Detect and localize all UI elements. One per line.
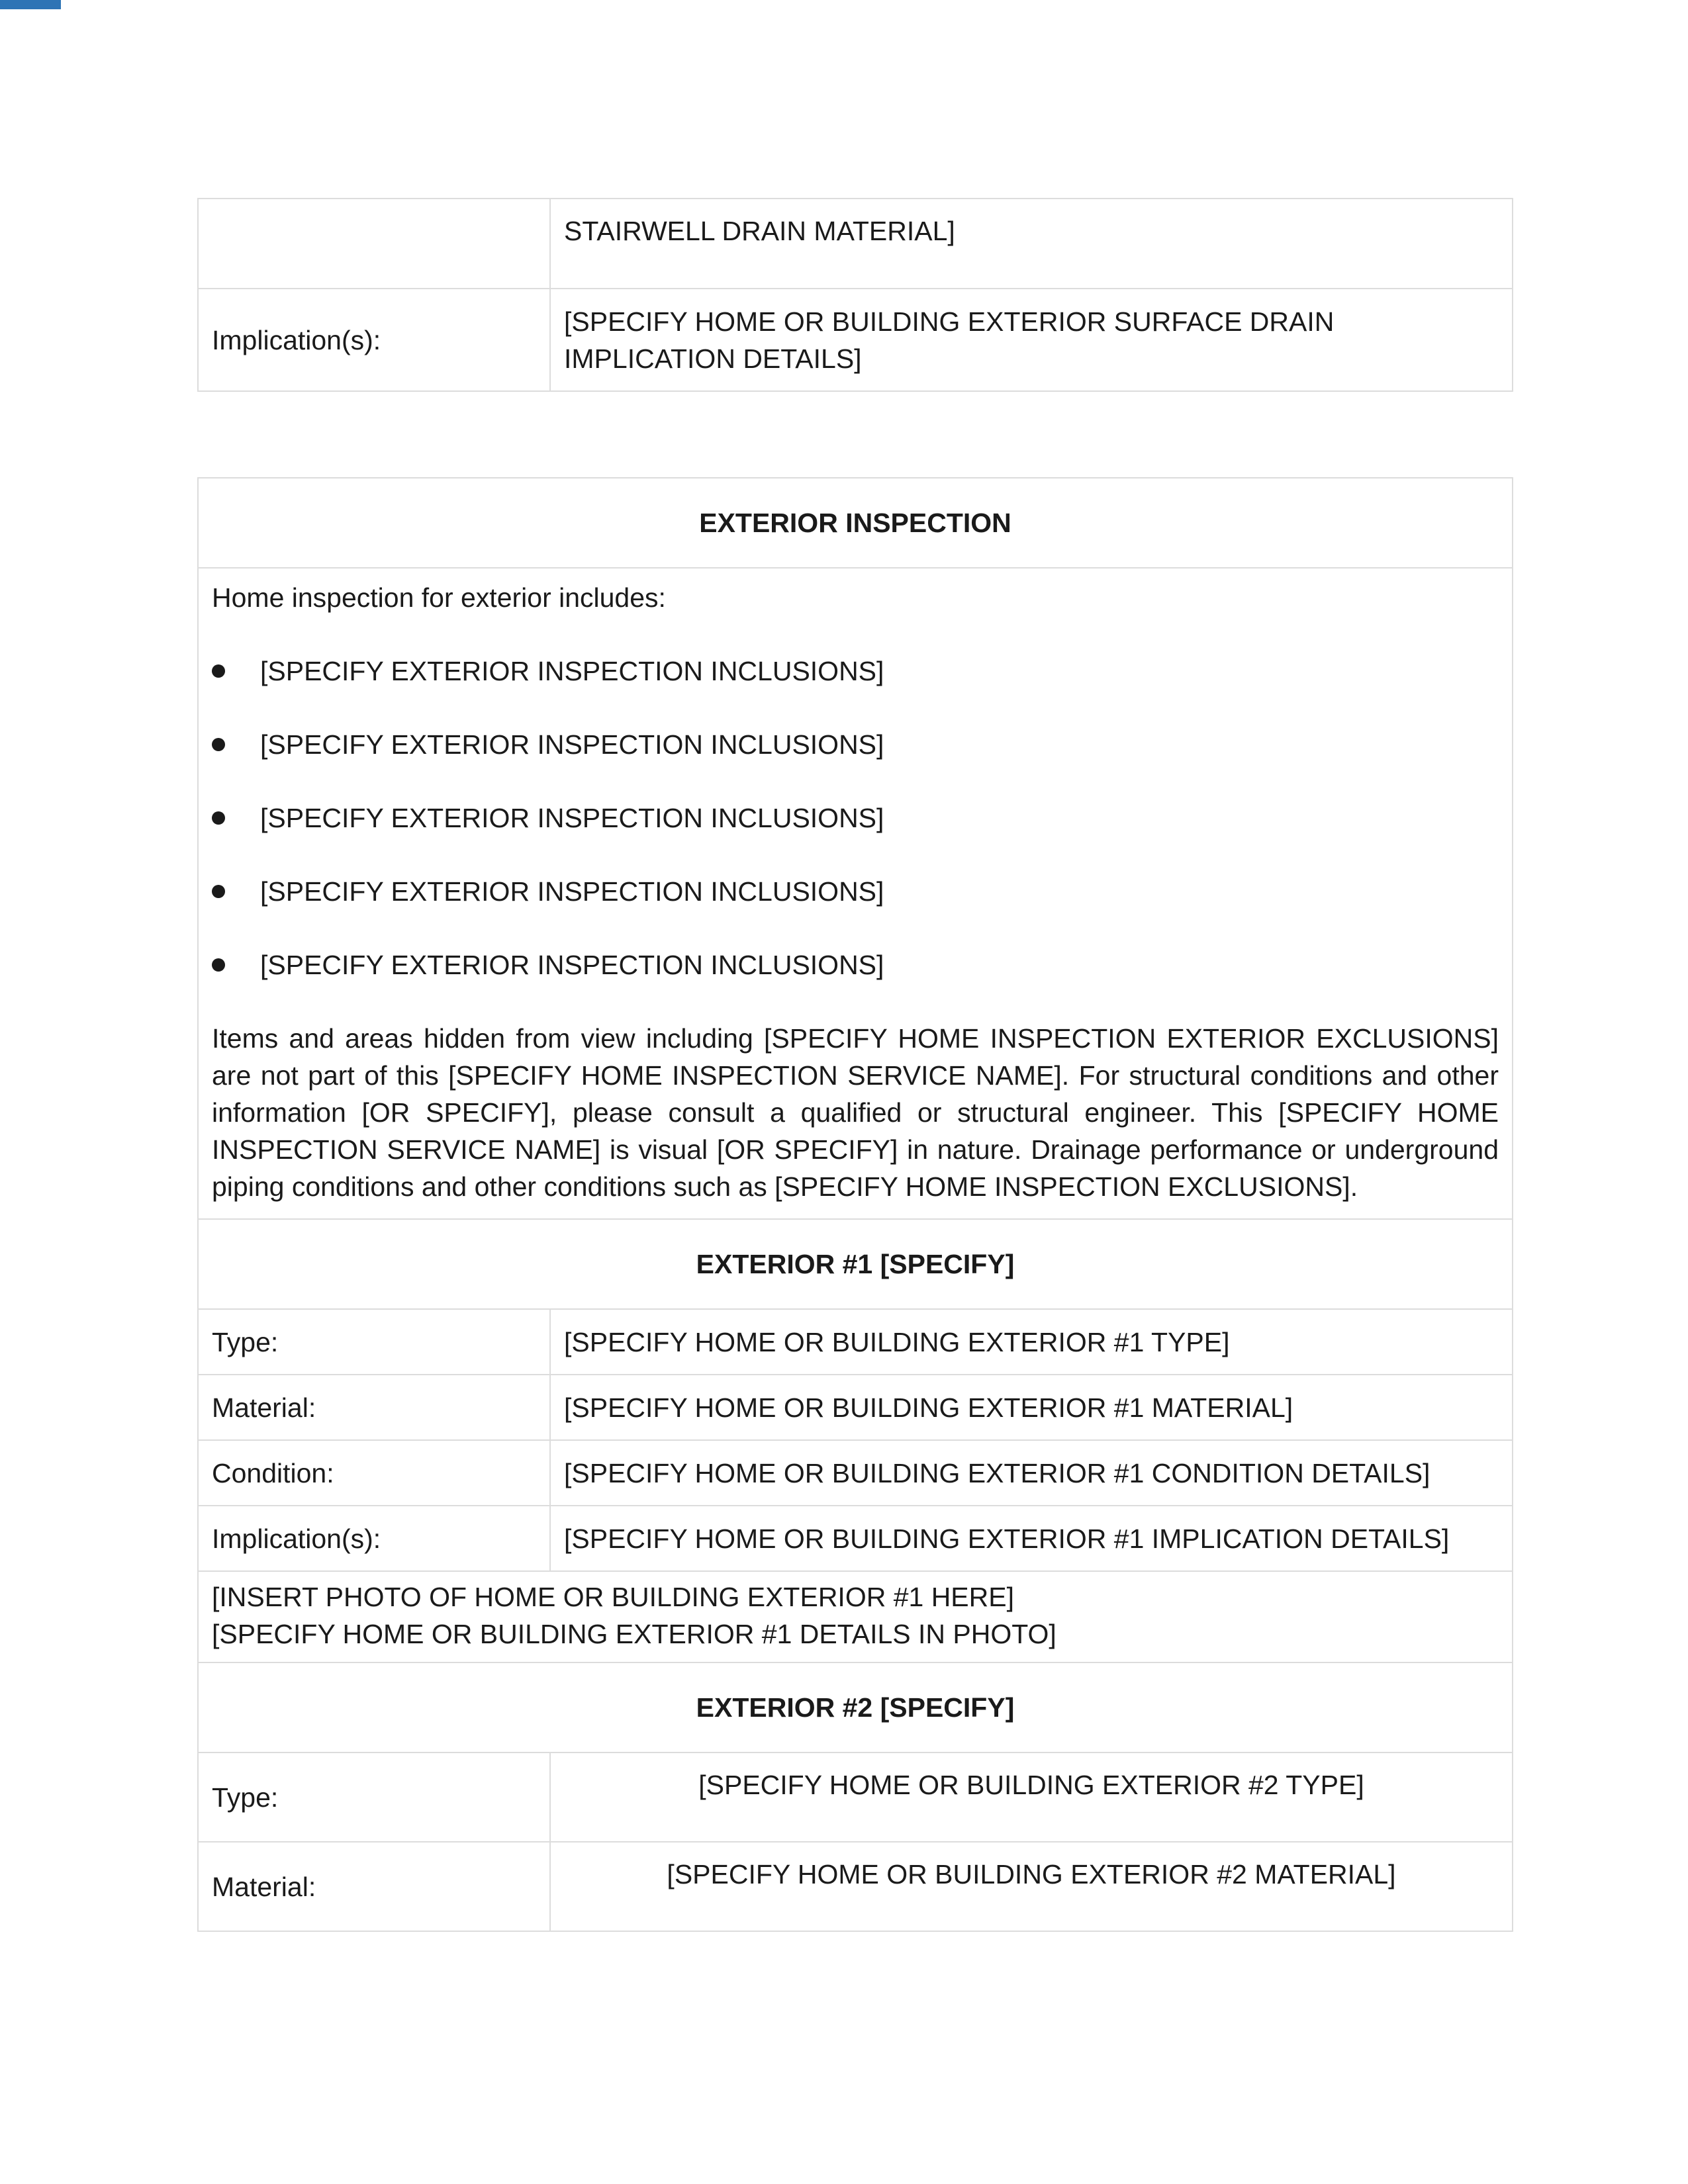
inclusions-list [212, 653, 1499, 983]
bullet-icon [212, 811, 225, 825]
list-item [212, 799, 1499, 837]
empty-label-cell [198, 199, 550, 289]
table-row [198, 289, 1513, 391]
photo-placeholder-line: [INSERT PHOTO OF HOME OR BUILDING EXTERIOR #1 HERE] [212, 1582, 1015, 1612]
exterior1-implication-label: Implication(s): [198, 1506, 550, 1571]
exterior2-type-value: [SPECIFY HOME OR BUILDING EXTERIOR #2 TYPE] [550, 1752, 1513, 1842]
exterior2-type-label: Type: [198, 1752, 550, 1842]
exterior1-implication-value: [SPECIFY HOME OR BUILDING EXTERIOR #1 IMPLICATION DETAILS] [550, 1506, 1513, 1571]
intro-text: Home inspection for exterior includes: [212, 582, 666, 613]
exterior2-material-value: [SPECIFY HOME OR BUILDING EXTERIOR #2 MATERIAL] [550, 1842, 1513, 1931]
bullet-icon [212, 958, 225, 972]
exterior1-photo-placeholder [198, 1571, 1513, 1662]
list-item [212, 653, 1499, 690]
table-row [198, 1440, 1513, 1506]
bullet-icon [212, 885, 225, 898]
exterior1-condition-label: Condition: [198, 1440, 550, 1506]
table-row [198, 1506, 1513, 1571]
exterior1-heading: EXTERIOR #1 [SPECIFY] [198, 1219, 1513, 1309]
inclusion-text: [SPECIFY EXTERIOR INSPECTION INCLUSIONS] [260, 803, 884, 833]
list-item [212, 726, 1499, 763]
exterior1-condition-value: [SPECIFY HOME OR BUILDING EXTERIOR #1 CONDITION DETAILS] [550, 1440, 1513, 1506]
table-row [198, 1842, 1513, 1931]
table-row [198, 1662, 1513, 1752]
exterior2-material-label: Material: [198, 1842, 550, 1931]
table-row [198, 1752, 1513, 1842]
table-row [198, 1375, 1513, 1440]
exterior-inspection-table [197, 477, 1513, 1932]
bullet-icon [212, 738, 225, 751]
table-row [198, 1309, 1513, 1375]
corner-accent-mark [0, 0, 61, 9]
exterior1-type-value: [SPECIFY HOME OR BUILDING EXTERIOR #1 TYPE] [550, 1309, 1513, 1375]
inclusion-text: [SPECIFY EXTERIOR INSPECTION INCLUSIONS] [260, 656, 884, 686]
exterior2-heading: EXTERIOR #2 [SPECIFY] [198, 1662, 1513, 1752]
inclusion-text: [SPECIFY EXTERIOR INSPECTION INCLUSIONS] [260, 729, 884, 760]
table-row [198, 1219, 1513, 1309]
exterior-inspection-heading: EXTERIOR INSPECTION [198, 478, 1513, 568]
surface-drain-table [197, 198, 1513, 392]
drain-material-value: STAIRWELL DRAIN MATERIAL] [550, 199, 1513, 289]
exterior1-type-label: Type: [198, 1309, 550, 1375]
list-item [212, 873, 1499, 910]
table-row [198, 199, 1513, 289]
exterior-intro-cell [198, 568, 1513, 1219]
exclusions-disclaimer: Items and areas hidden from view including [SPECIFY HOME INSPECTION EXTERIOR EXCLUSIONS] are not part of this [SPECIFY HOME INSPECTION SERVICE NAME]. For structural conditions and other information [OR SPECIFY], please consult a qualified or structural engineer. This [SPECIFY HOME INSPECTION SERVICE NAME] is visual [OR SPECIFY] in nature. Drainage performance or underground piping conditions and other conditions such as [SPECIFY HOME INSPECTION EXCLUSIONS]. [212, 1023, 1499, 1202]
inclusion-text: [SPECIFY EXTERIOR INSPECTION INCLUSIONS] [260, 876, 884, 907]
implication-label: Implication(s): [198, 289, 550, 391]
inclusion-text: [SPECIFY EXTERIOR INSPECTION INCLUSIONS] [260, 950, 884, 980]
table-row [198, 1571, 1513, 1662]
exterior1-material-label: Material: [198, 1375, 550, 1440]
list-item [212, 946, 1499, 983]
photo-details-line: [SPECIFY HOME OR BUILDING EXTERIOR #1 DETAILS IN PHOTO] [212, 1619, 1056, 1649]
exterior1-material-value: [SPECIFY HOME OR BUILDING EXTERIOR #1 MATERIAL] [550, 1375, 1513, 1440]
implication-value: [SPECIFY HOME OR BUILDING EXTERIOR SURFACE DRAIN IMPLICATION DETAILS] [550, 289, 1513, 391]
table-row [198, 478, 1513, 568]
table-row [198, 568, 1513, 1219]
bullet-icon [212, 664, 225, 678]
